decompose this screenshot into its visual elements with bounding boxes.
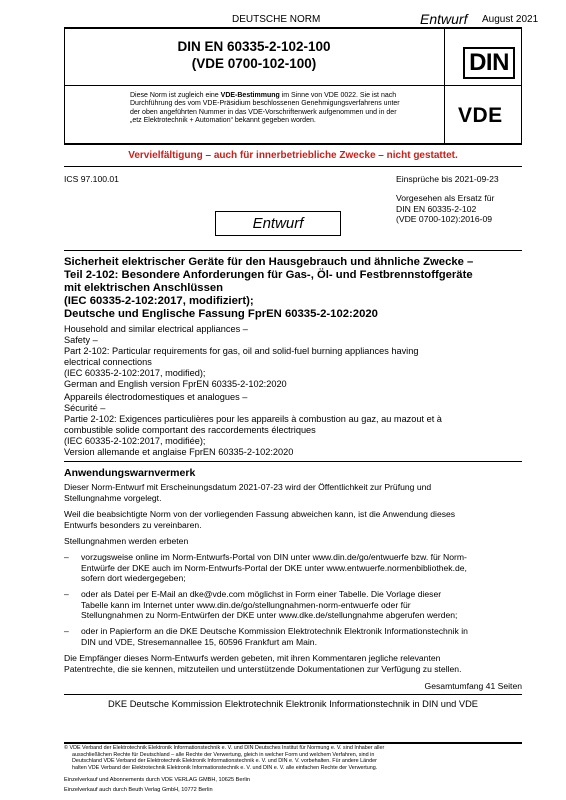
vde-notice xyxy=(130,92,438,126)
bullet-item xyxy=(81,626,468,647)
title-german-line: Sicherheit elektrischer Geräte für den Hausgebrauch und ähnliche Zwecke – xyxy=(64,256,474,268)
bullet-line: Stellungnahmen zu Norm-Entwürfen der DKE unter www.dke.de/stellungnahme abgerufen werden; xyxy=(81,610,458,621)
total-pages: Gesamtumfang 41 Seiten xyxy=(424,681,522,691)
issuer-top-rule xyxy=(64,694,522,695)
title-english xyxy=(64,324,418,390)
vde-number: (VDE 0700-102-100) xyxy=(191,56,317,71)
title-english-line: Part 2-102: Particular requirements for gas, oil and solid-fuel burning appliances having xyxy=(64,346,419,356)
bullet-line: sofern dort wiedergegeben; xyxy=(81,573,186,584)
bullet-line: vorzugsweise online im Norm-Entwurfs-Portal von DIN unter www.din.de/go/entwuerfe bzw. für Norm- xyxy=(81,552,467,562)
title-german-line: Deutsche und Englische Fassung FprEN 60335-2-102:2020 xyxy=(64,308,378,320)
issue-date: August 2021 xyxy=(482,14,539,25)
vde-logo: VDE xyxy=(458,104,503,127)
application-para-3: Stellungnahmen werden erbeten xyxy=(64,536,189,546)
header-top-rule xyxy=(64,27,522,29)
copyright-line: halten VDE Verband der Elektrotechnik Elektronik Informationstechnik e. V. und DIN e. V. alle einfachen Rechte der Verwertung. xyxy=(72,764,378,771)
paragraph-line: Dieser Norm-Entwurf mit Erscheinungsdatum 2021-07-23 wird der Öffentlichkeit zur Prüfung und xyxy=(64,482,432,492)
footer-top-rule xyxy=(64,742,522,744)
copyright-line: © VDE Verband der Elektrotechnik Elektronik Informationstechnik e. V. und DIN Deutsches Institut für Normung e. V. sind Inhaber aller xyxy=(64,745,385,751)
din-logo: DIN xyxy=(463,47,515,79)
replacement-line: DIN EN 60335-2-102 xyxy=(396,203,477,214)
bullet-dash: – xyxy=(64,552,69,562)
paragraph-line: Entwurfs besonders zu vereinbaren. xyxy=(64,519,202,530)
copyright-line: ausschließlichen Rechte für Deutschland – alle Rechte der Verwertung, gleich in welcher Form und welchem Verfahren, sind in xyxy=(72,751,375,758)
copyright-notice xyxy=(64,745,384,771)
draft-label: Entwurf xyxy=(420,11,468,27)
title-english-line: electrical connections xyxy=(64,357,152,367)
vde-notice-line: „etz Elektrotechnik + Automation“ bekannt gegeben worden. xyxy=(130,117,316,125)
copyright-line: Deutschland VDE Verband der Elektrotechnik Elektronik Informationstechnik e. V. und DIN e. V. vorbehalten. Für andere Länder xyxy=(72,758,377,765)
title-english-line: Household and similar electrical appliances – xyxy=(64,324,248,334)
title-french-line: Sécurité – xyxy=(64,403,106,413)
application-para-4 xyxy=(64,653,461,674)
application-para-1 xyxy=(64,482,431,503)
vde-notice-bold: VDE-Bestimmung xyxy=(220,92,280,99)
issuer: DKE Deutsche Kommission Elektrotechnik Elektronik Informationstechnik in DIN und VDE xyxy=(108,699,478,709)
bullet-line: Entwürfe der DKE auch im Norm-Entwurfs-Portal der DKE unter www.entwuerfe.normenbibliothek.de, xyxy=(81,562,467,573)
vde-notice-line: Durchführung des vom VDE-Präsidium beschlossenen Genehmigungsverfahrens unter xyxy=(130,100,400,108)
application-top-rule xyxy=(64,461,522,462)
bullet-item xyxy=(81,552,467,584)
warning-rule xyxy=(64,166,522,167)
objections-deadline: Einsprüche bis 2021-09-23 xyxy=(396,174,499,184)
standard-number: DIN EN 60335-2-102-100 xyxy=(177,39,331,54)
title-french-line: combustible solide comportant des raccordements électriques xyxy=(64,425,316,435)
bullet-item xyxy=(81,589,457,621)
title-german xyxy=(64,256,473,321)
copy-warning: Vervielfältigung – auch für innerbetriebliche Zwecke – nicht gestattet. xyxy=(128,150,458,161)
norm-type-label: DEUTSCHE NORM xyxy=(232,14,321,25)
bullet-line: oder in Papierform an die DKE Deutsche Kommission Elektrotechnik Elektronik Informationstechnik in xyxy=(81,626,468,636)
title-top-rule xyxy=(64,250,522,251)
replacement-line: Vorgesehen als Ersatz für xyxy=(396,193,495,203)
ics-code: ICS 97.100.01 xyxy=(64,174,119,184)
application-note-heading: Anwendungswarnvermerk xyxy=(64,467,196,479)
title-english-line: Safety – xyxy=(64,335,98,345)
title-german-line: mit elektrischen Anschlüssen xyxy=(64,282,224,294)
paragraph-line: Die Empfänger dieses Norm-Entwurfs werden gebeten, mit ihren Kommentaren jegliche relevanten xyxy=(64,653,441,663)
title-french-line: Version allemande et anglaise FprEN 60335-2-102:2020 xyxy=(64,447,294,457)
sales-notice xyxy=(64,775,250,795)
title-french-line: (IEC 60335-2-102:2017, modifiée); xyxy=(64,436,206,446)
paragraph-line: Weil die beabsichtigte Norm von der vorliegenden Fassung abweichen kann, ist die Anwendung dieses xyxy=(64,509,456,519)
vde-notice-line: der oben angeführten Nummer in das VDE-Vorschriftenwerk aufgenommen und in der xyxy=(130,108,397,116)
header-bottom-rule xyxy=(64,143,522,145)
paragraph-line: Patentrechte, die sie kennen, mitzuteilen und unterstützende Dokumentationen zur Verfügung zu stellen. xyxy=(64,663,462,674)
sales-line: Einzelverkauf auch durch Beuth Verlag GmbH, 10772 Berlin xyxy=(64,787,213,793)
title-german-line: Teil 2-102: Besondere Anforderungen für Gas-, Öl- und Festbrennstoffgeräte xyxy=(64,269,473,281)
title-english-line: German and English version FprEN 60335-2-102:2020 xyxy=(64,379,287,389)
bullet-line: Tabelle kann im Internet unter www.din.de/go/stellungnahmen-norm-entwuerfe oder für xyxy=(81,599,411,610)
draft-stamp-box: Entwurf xyxy=(215,211,341,236)
replacement-line: (VDE 0700-102):2016-09 xyxy=(396,214,493,225)
application-para-2 xyxy=(64,509,455,530)
title-french-line: Appareils électrodomestiques et analogues – xyxy=(64,392,248,402)
header-mid-rule xyxy=(64,85,522,86)
vde-notice-line: Diese Norm ist zugleich eine VDE-Bestimmung im Sinne von VDE 0022. Sie ist nach xyxy=(130,92,397,99)
sales-line: Einzelverkauf und Abonnements durch VDE VERLAG GMBH, 10625 Berlin xyxy=(64,777,250,783)
title-english-line: (IEC 60335-2-102:2017, modified); xyxy=(64,368,206,378)
title-german-line: (IEC 60335-2-102:2017, modifiziert); xyxy=(64,295,254,307)
paragraph-line: Stellungnahme vorgelegt. xyxy=(64,492,162,503)
title-french xyxy=(64,392,442,458)
bullet-dash: – xyxy=(64,626,69,636)
bullet-line: DIN und VDE, Stresemannallee 15, 60596 Frankfurt am Main. xyxy=(81,636,317,647)
bullet-line: oder als Datei per E-Mail an dke@vde.com möglichst in Form einer Tabelle. Die Vorlage dieser xyxy=(81,589,442,599)
replacement-note xyxy=(396,193,494,225)
bullet-dash: – xyxy=(64,589,69,599)
title-french-line: Partie 2-102: Exigences particulières pour les appareils à combustion au gaz, au mazout et à xyxy=(64,414,442,424)
